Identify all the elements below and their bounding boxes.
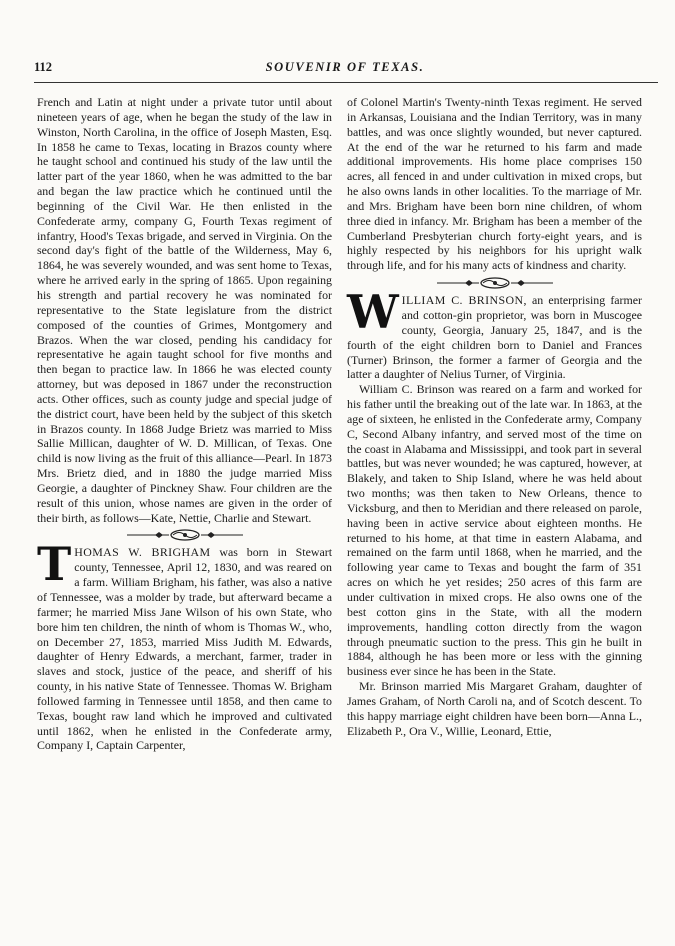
brinson-bio-paragraph-3: Mr. Brinson married Mis Margaret Graham, daughter of James Graham, of North Caroli na, and of Scotch descent. To this happy marriage eight children have been born—Anna L., Elizabeth P., Ora V., Willie, Leonard, Ettie, [347,679,642,738]
section-divider-ornament [37,529,332,542]
brigham-bio-text: was born in Stewart county, Tennessee, April 12, 1830, and was reared on a farm. William Brigham, his father, was also a native of Tennessee, was a molder by trade, but afterward became a farmer; he married Miss Jane Wilson of his own State, who bore him ten children, the ninth of whom is Thomas W., who, on December 27, 1853, married Miss Judith M. Edwards, daughter of Henry Edwards, a merchant, farmer, trader in slaves and stock, justice of the peace, and sheriff of his county, in his native State of Tennessee. Thomas W. Brigham followed farming in Tennessee until 1858, and then came to Texas, bought raw land which he improved and cultivated until 1862, when he enlisted in the Confederate army, Company I, Captain Carpenter, [37,545,332,753]
left-column [37,95,332,753]
header-rule [34,82,658,83]
brinson-bio [347,285,643,382]
brinson-name-lead: ILLIAM C. BRINSON, [401,293,527,308]
brinson-bio-text: an enterprising farmer and cotton-gin proprietor, was born in Muscogee county, Georgia, January 25, 1847, and is the fourth of the eight children born to Daniel and Frances (Turner) Brinson, the former a farmer of Georgia and the latter a daughter of Nelius Turner, of Virginia. [347,293,643,382]
right-column [347,95,642,738]
page-header [34,60,656,78]
dropcap-w: W [347,285,399,340]
brigham-name-lead: HOMAS W. BRIGHAM [74,545,211,560]
brietz-bio-continuation: French and Latin at night under a private tutor until about nineteen years of age, when he began the study of the law in Winston, North Carolina, in the office of Joseph Masten, Esq. In 1858 he came to Texas, locating in Brazos county where he taught school and continued his study of the law until the latter part of the year 1860, when he was admitted to the bar and began the law practice which he continued until the beginning of the Civil War. He then enlisted in the Confederate army, company G, Fourth Texas regiment of infantry, Hood's Texas brigade, and served in Virginia. On the second day's fight of the battle of the Wilderness, May 6, 1864, he was severely wounded, and was sent home to Texas, where he arrived early in the spring of 1865. Upon regaining his strength and partial recovery he was nominated for representative to the State legislature from the district composed of the counties of Grimes, Montgomery and Brazos. When the war closed, pending his candidacy for representative he again taught school for five months and then began to practice law. In 1866 he was elected county attorney, but was deposed in 1867 under the reconstruction acts. Other offices, such as county judge and special judge of the district court, have been held by the subject of this sketch in Brazos county. In 1868 Judge Brietz was married to Miss Sallie Millican, daughter of W. D. Millican, of Texas. One child is now living as the fruit of this alliance—Pearl. In 1873 Mrs. Brietz died, and in 1880 the judge married Miss Georgie, a daughter of Pinckney Shaw. Four children are the result of this union, whose names are given in the order of their birth, as follows—Kate, Nettie, Charlie and Stewart. [37,95,332,525]
brinson-bio-paragraph-2: William C. Brinson was reared on a farm and worked for his father until the breaking out of the late war. In 1863, at the age of sixteen, he enlisted in the Confederate army, Company C, Second Albany infantry, and served most of the time on the coast in Alabama and Mississippi, and took part in several battles, but was never wounded; he was captured, however, at Blakely, and taken to Ship Island, where he was held about two months; was then taken to New Orleans, thence to Vicksburg, and then to Meridian and there released on parole, having been in active service about eighteen months. He returned to his home, at that time in eastern Alabama, and remained on the farm until 1868, when he married, and the following year came to Texas and bought the farm of 351 acres on which he yet resides; 250 acres of this farm are under cultivation in mixed crops. He also owns one of the best cotton gins in the State, with all the modern improvements, handling cotton directly from the wagon through pneumatic suction to the press. This gin he built in 1884, although he has been more or less with the ginning business ever since he has been in the State. [347,382,642,679]
brigham-bio-continuation: of Colonel Martin's Twenty-ninth Texas regiment. He served in Arkansas, Louisiana and the Indian Territory, was in many battles, and was once slightly wounded, but never captured. At the end of the war he returned to his farm and made additional improvements. His home place comprises 150 acres, all fenced in and under cultivation in mixed crops, but he also owns lands in other localities. To the marriage of Mr. and Mrs. Brigham have been born nine children, of whom three died in infancy. Mr. Brigham has been a member of the Cumberland Presbyterian church forty-eight years, and is highly respected by his neighbors for his upright walk through life, and for his many acts of kindness and charity. [347,95,642,273]
brigham-bio [37,537,332,753]
page-number: 112 [34,60,53,74]
running-title: SOUVENIR OF TEXAS. [265,60,425,74]
dropcap-t: T [37,537,72,592]
